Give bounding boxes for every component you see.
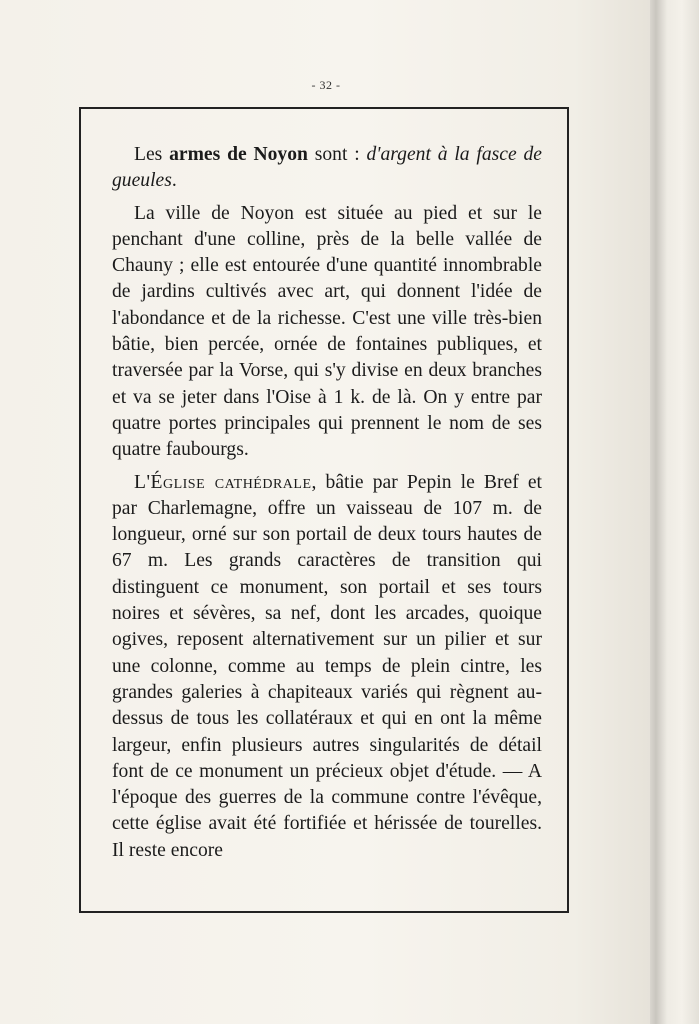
arms-connector: sont :	[307, 144, 367, 165]
paragraph-cathedral	[112, 470, 542, 864]
arms-title: armes de Noyon	[169, 144, 308, 165]
arms-blazon: d'argent à la fasce de gueules	[112, 144, 542, 192]
cathedral-text: , bâtie par Pepin le Bref et par Charlemagne, offre un vaisseau de 107 m. de longueur, orné sur son portail de deux tours hautes de 67 m. Les grands caractères de transition qui distinguent ce monument, son portail et ses tours noires et sévères, sa nef, dont les arcades, quoique ogives, reposent alternativement sur un pilier et sur une colonne, comme au temps de plein cintre, les grandes galeries à chapiteaux variés qui règnent au-dessus de tous les collatéraux et qui en ont la même largeur, enfin plusieurs autres singularités de détail font de ce monument un précieux objet d'étude. — A l'époque des guerres de la commune contre l'évêque, cette église avait été fortifiée et hérissée de tourelles. Il reste encore	[112, 471, 542, 861]
cathedral-heading: L'Église cathédrale	[134, 471, 312, 493]
paragraph-arms	[112, 142, 542, 195]
book-gutter	[650, 0, 699, 1024]
body-text	[112, 142, 542, 864]
paragraph-town: La ville de Noyon est située au pied et sur le penchant d'une colline, près de la belle vallée de Chauny ; elle est entourée d'une quantité innombrable de jardins cultivés avec art, qui donnent l'idée de l'abondance et de la richesse. C'est une ville très-bien bâtie, bien percée, ornée de fontaines publiques, et traversée par la Vorse, qui s'y divise en deux branches et va se jeter dans l'Oise à 1 k. de là. On y entre par quatre portes principales qui prennent le nom de ses quatre faubourgs.	[112, 202, 542, 461]
arms-intro: Les	[134, 144, 170, 165]
arms-period: .	[171, 170, 177, 192]
page-number: - 32 -	[311, 78, 341, 92]
